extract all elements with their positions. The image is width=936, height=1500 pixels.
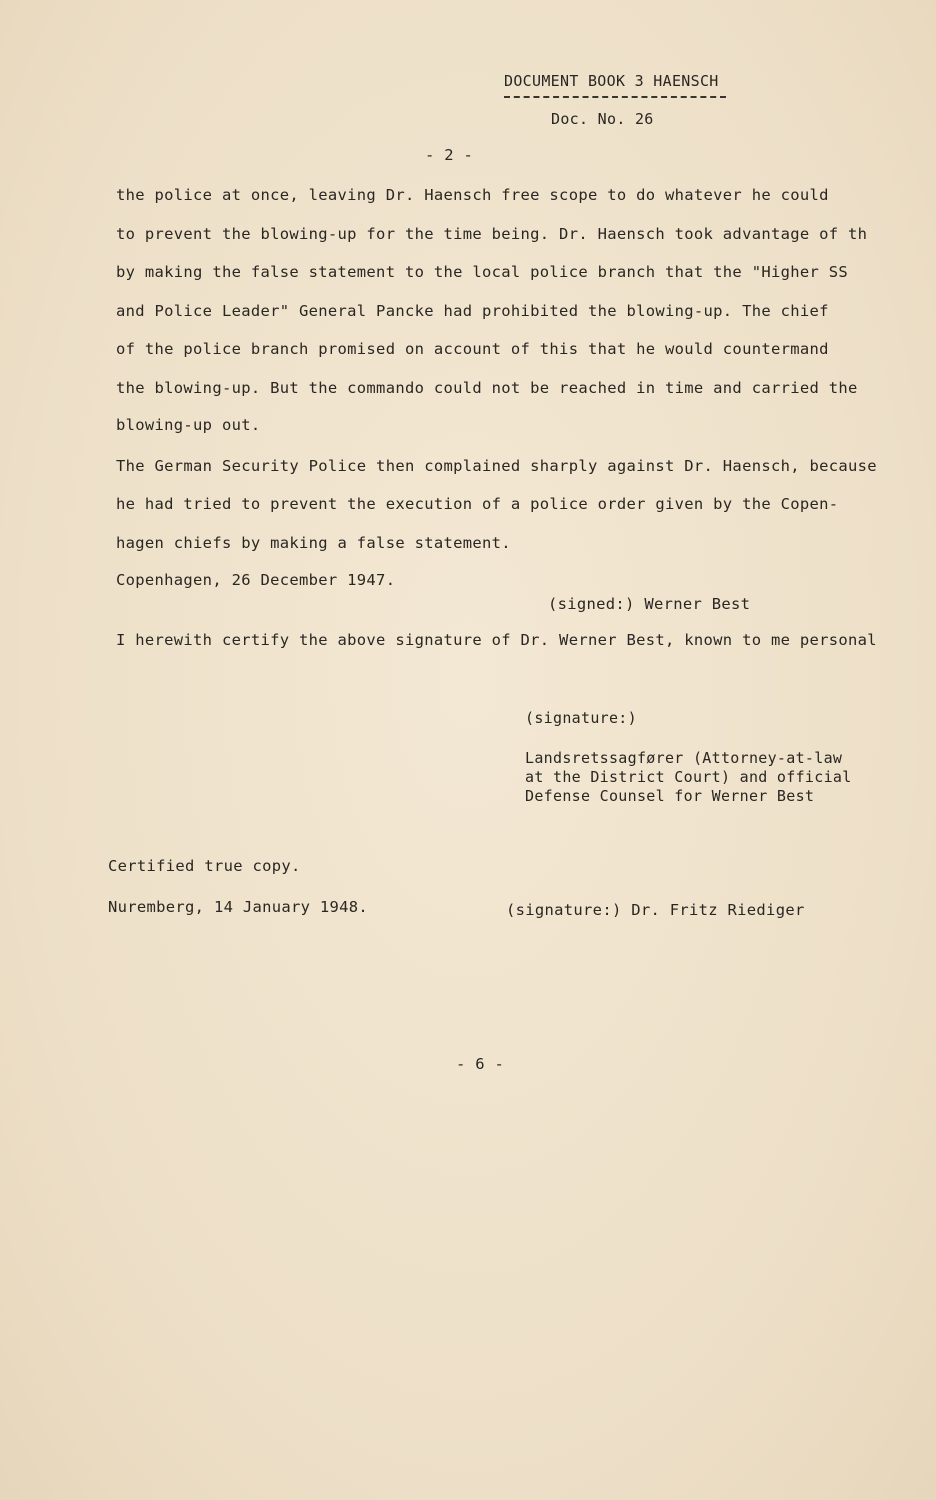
riediger-signature: (signature:) Dr. Fritz Riediger xyxy=(506,901,805,919)
body-line: by making the false statement to the local police branch that the "Higher SS xyxy=(116,263,849,281)
document-book-header: DOCUMENT BOOK 3 HAENSCH xyxy=(504,72,719,90)
header-underline xyxy=(504,96,726,98)
body-line: and Police Leader" General Pancke had prohibited the blowing-up. The chief xyxy=(116,302,829,320)
signed-line: (signed:) Werner Best xyxy=(548,595,751,613)
certify-line: I herewith certify the above signature of Dr. Werner Best, known to me personal xyxy=(116,631,877,649)
place-date: Copenhagen, 26 December 1947. xyxy=(116,571,396,589)
attorney-line: Defense Counsel for Werner Best xyxy=(525,787,815,805)
nuremberg-date: Nuremberg, 14 January 1948. xyxy=(108,898,369,916)
signature-label: (signature:) xyxy=(525,709,637,727)
paragraph2-line: The German Security Police then complained sharply against Dr. Haensch, because xyxy=(116,457,877,475)
body-line: the police at once, leaving Dr. Haensch free scope to do whatever he could xyxy=(116,186,829,204)
attorney-line: Landsretssagfører (Attorney-at-law xyxy=(525,749,843,767)
body-line: the blowing-up. But the commando could not be reached in time and carried the xyxy=(116,379,858,397)
paragraph2-line: he had tried to prevent the execution of a police order given by the Copen- xyxy=(116,495,839,513)
attorney-line: at the District Court) and official xyxy=(525,768,852,786)
paragraph2-line: hagen chiefs by making a false statement. xyxy=(116,534,511,552)
certified-copy: Certified true copy. xyxy=(108,857,301,875)
page-marker-top: - 2 - xyxy=(425,146,474,164)
body-line: of the police branch promised on account of this that he would countermand xyxy=(116,340,829,358)
page-marker-bottom: - 6 - xyxy=(456,1055,505,1073)
body-line: blowing-up out. xyxy=(116,416,261,434)
body-line: to prevent the blowing-up for the time being. Dr. Haensch took advantage of th xyxy=(116,225,868,243)
doc-number: Doc. No. 26 xyxy=(551,110,654,128)
